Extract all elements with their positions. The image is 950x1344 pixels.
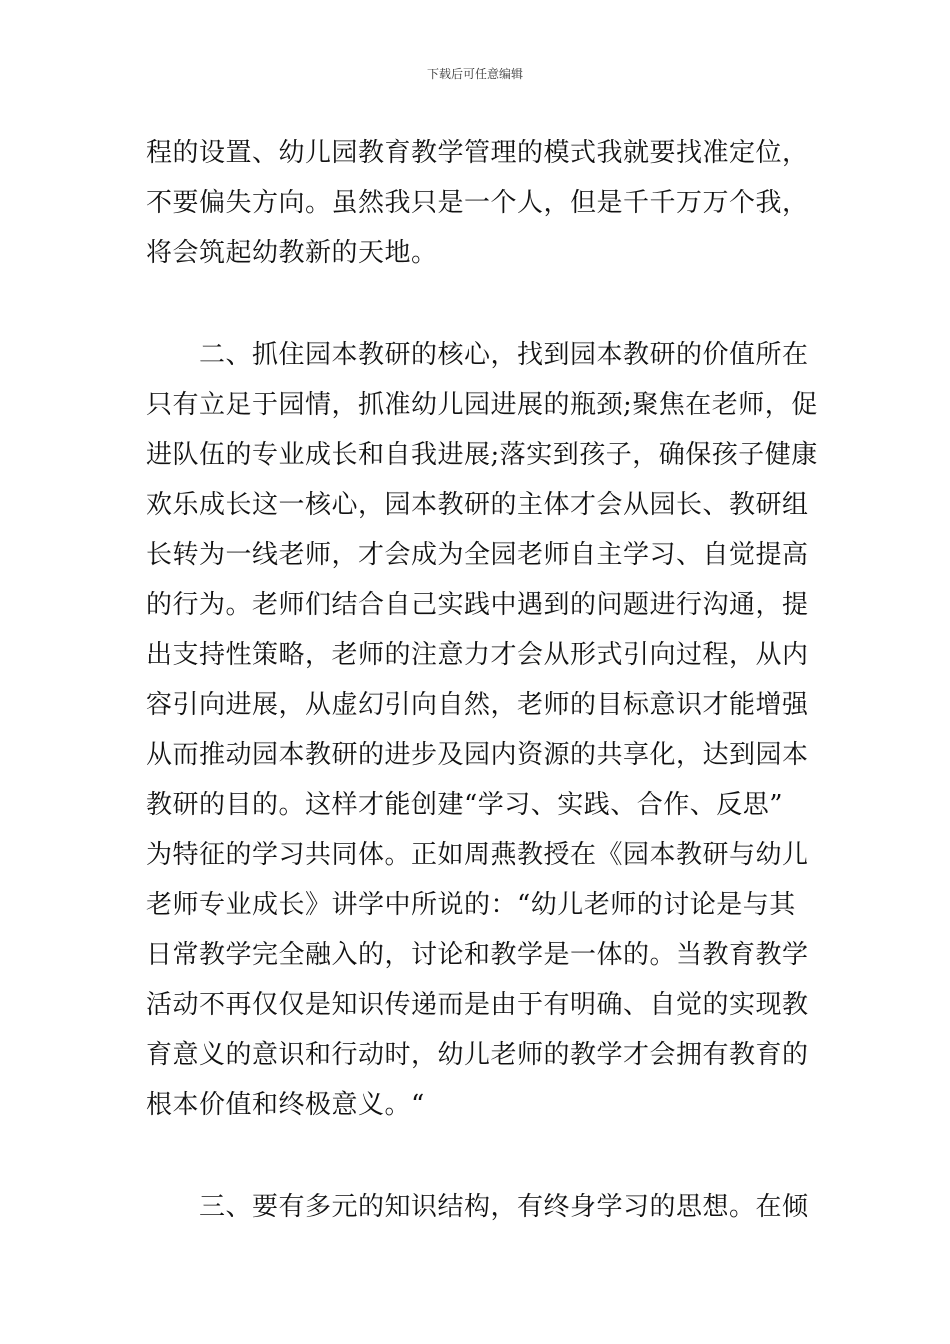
text-line: 只有立足于园情，抓准幼儿园进展的瓶颈;聚焦在老师，促 [146, 390, 818, 420]
text-line: 进队伍的专业成长和自我进展;落实到孩子，确保孩子健康 [146, 440, 818, 470]
section-heading-line: 二、抓住园本教研的核心，找到园本教研的价值所在 [146, 340, 809, 370]
text-line: 日常教学完全融入的，讨论和教学是一体的。当教育教学 [146, 940, 809, 970]
text-line: 的行为。老师们结合自己实践中遇到的问题进行沟通，提 [146, 590, 809, 620]
paragraph-section-three [146, 1182, 809, 1232]
paragraph-continuation [146, 128, 809, 278]
text-line: 容引向进展，从虚幻引向自然，老师的目标意识才能增强 [146, 690, 809, 720]
text-line: 出支持性策略，老师的注意力才会从形式引向过程，从内 [146, 640, 809, 670]
paragraph-gap [146, 1130, 806, 1182]
text-line: 活动不再仅仅是知识传递而是由于有明确、自觉的实现教 [146, 990, 809, 1020]
paragraph-gap [146, 278, 806, 330]
section-heading-line: 三、要有多元的知识结构，有终身学习的思想。在倾 [146, 1192, 809, 1222]
text-line: 欢乐成长这一核心，园本教研的主体才会从园长、教研组 [146, 490, 809, 520]
document-body [146, 128, 818, 1232]
text-line: 教研的目的。这样才能创建“学习、实践、合作、反思” [146, 790, 784, 820]
text-line: 根本价值和终极意义。“ [146, 1090, 425, 1120]
text-line: 程的设置、幼儿园教育教学管理的模式我就要找准定位， [146, 138, 809, 168]
page-header: 下载后可任意编辑 [426, 67, 523, 81]
paragraph-section-two [146, 330, 818, 1130]
text-line: 为特征的学习共同体。正如周燕教授在《园本教研与幼儿 [146, 840, 809, 870]
text-line: 老师专业成长》讲学中所说的：“幼儿老师的讨论是与其 [146, 890, 796, 920]
text-line: 从而推动园本教研的进步及园内资源的共享化，达到园本 [146, 740, 809, 770]
text-line: 长转为一线老师，才会成为全园老师自主学习、自觉提高 [146, 540, 809, 570]
text-line: 将会筑起幼教新的天地。 [146, 238, 438, 268]
text-line: 育意义的意识和行动时，幼儿老师的教学才会拥有教育的 [146, 1040, 809, 1070]
text-line: 不要偏失方向。虽然我只是一个人，但是千千万万个我， [146, 188, 809, 218]
